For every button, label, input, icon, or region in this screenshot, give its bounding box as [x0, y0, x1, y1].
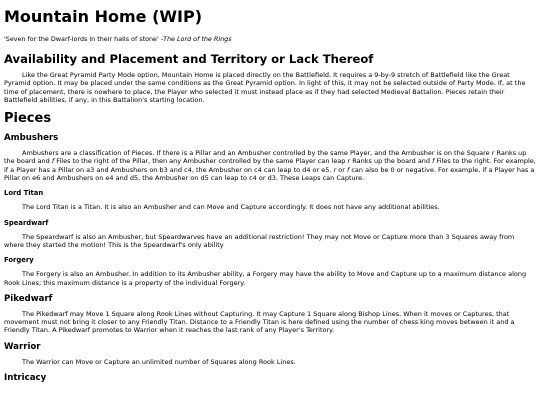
heading-lord-titan: Lord Titan	[4, 189, 44, 198]
text-run: Files to the right. For example, if a Player has a Pillar on a3 and Ambushers on b3 and c4, the Ambusher on c4 can leap to d4 or e5.	[4, 157, 536, 174]
variable-f: f	[347, 165, 350, 174]
heading-forgery: Forgery	[4, 256, 34, 265]
page-title: Mountain Home (WIP)	[4, 7, 203, 26]
variable-f: f	[432, 157, 435, 166]
quote-source: The Lord of the Rings	[163, 35, 232, 43]
quote-text: 'Seven for the Dwarf-lords in their halls of stone' -	[4, 35, 164, 43]
lord-titan-paragraph: The Lord Titan is a Titan. It is also an Ambusher and can Move and Capture accordingly. It does not have any additional abilities.	[22, 203, 440, 212]
placement-paragraph: Like the Great Pyramid Party Mode option, Mountain Home is placed directly on the Battlefield. It requires a 9-by-9 stretch of Battlefield like the Great Pyramid option. It may be placed under the same conditions as the Great Pyramid option. In light of this, it may not be selected outside of Party Mode. If, at the time of placement, there is nowhere to place, the Player who selected it must instead place as if they had selected Medieval Battalion. Pieces retain their Battlefield abilities, if any, in this Battalion's starting location.	[4, 71, 526, 104]
pikedwarf-paragraph: The Pikedwarf may Move 1 Square along Rook Lines without Capturing. It may Capture 1 Square along Bishop Lines. When it moves or Captures, that movement must not bring it closer to any Friendly Titan. Distance to a Friendly Titan is here defined using the number of chess king moves between it and a Friendly Titan. A Pikedwarf promotes to Warrior when it reaches the last rank of any Player's Territory.	[4, 309, 515, 335]
heading-placement: Availability and Placement and Territory or Lack Thereof	[4, 52, 374, 66]
text-run: or	[336, 165, 347, 174]
variable-f: f	[51, 157, 55, 166]
heading-ambushers: Ambushers	[4, 133, 59, 144]
heading-pikedwarf: Pikedwarf	[4, 293, 53, 304]
heading-speardwarf: Speardwarf	[4, 218, 49, 227]
text-run: Ranks up the board and	[350, 157, 433, 166]
text-run: Ranks up the board and	[4, 149, 527, 166]
heading-warrior: Warrior	[4, 341, 41, 352]
epigraph-quote	[4, 35, 536, 44]
heading-intricacy: Intricacy	[4, 373, 47, 384]
variable-r: r	[333, 165, 337, 174]
variable-r: r	[491, 149, 495, 158]
text-run: Ambushers are a classification of Pieces. If there is a Pillar and an Ambusher controlled by the same Player, and the Ambusher is on the Square	[22, 149, 492, 158]
warrior-paragraph: The Warrior can Move or Capture an unlimited number of Squares along Rook Lines.	[22, 357, 296, 366]
variable-r: r	[347, 157, 351, 166]
ambushers-paragraph	[4, 149, 536, 182]
text-run: Files to the right of the Pillar, then any Ambusher controlled by the same Player can leap	[54, 157, 348, 166]
speardwarf-paragraph: The Speardwarf is also an Ambusher, but Speardwarves have an additional restriction! They may not Move or Capture more than 3 Squares away from where they started the motion! This is the Speardwarf's only ability	[4, 232, 515, 249]
forgery-paragraph: The Forgery is also an Ambusher. In addition to its Ambusher ability, a Forgery may have the ability to Move and Capture up to a maximum distance along Rook Lines; this maximum distance is a property of the individual Forgery.	[4, 270, 527, 287]
heading-pieces: Pieces	[4, 111, 52, 127]
text-run: can also be 0 or negative. For example, if a Player has a Pillar on e6 and Ambushers on e4 and d5, the Ambusher on d5 can leap to c4 or d3. These Leaps can Capture.	[4, 165, 535, 183]
